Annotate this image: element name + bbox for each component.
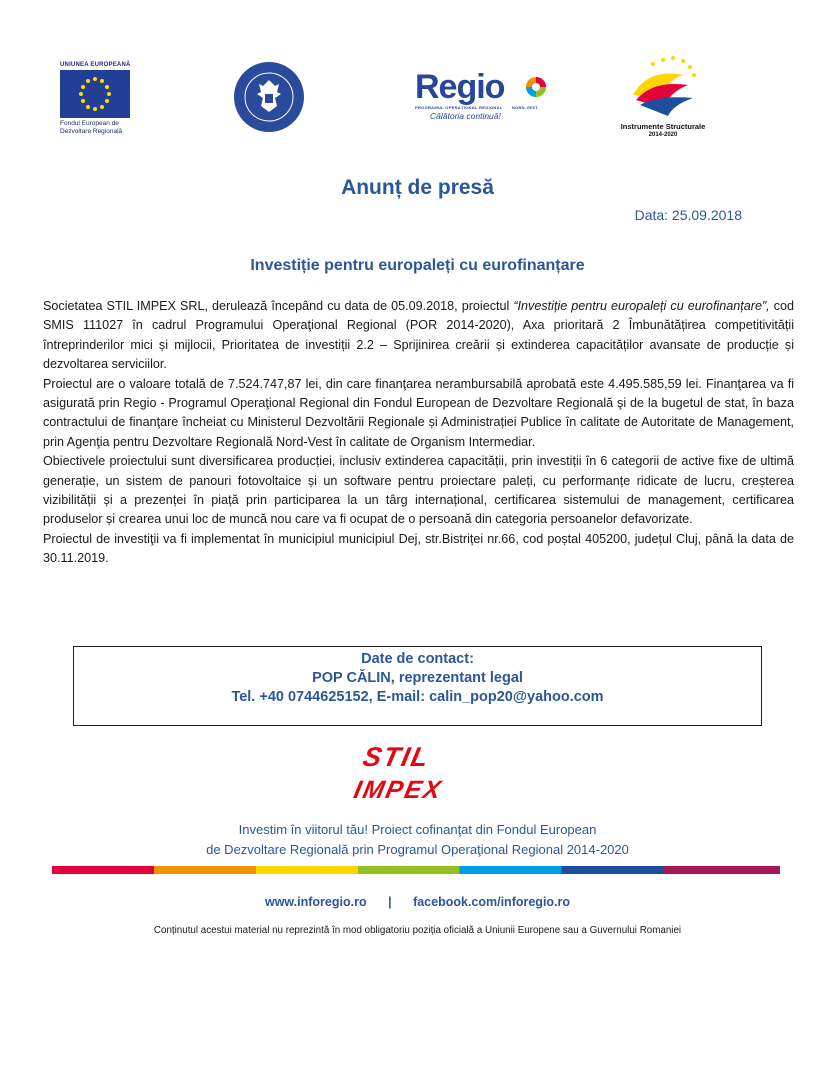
eu-logo-title: UNIUNEA EUROPEANĂ xyxy=(60,62,131,68)
color-stripe-divider xyxy=(52,866,780,874)
footer-slogan xyxy=(0,820,835,860)
eu-flag-icon xyxy=(60,70,130,118)
paragraph-intro-text-cont: cod SMIS 111027 în cadrul Programului Operaţional Regional (POR 2014-2020), Axa prioritară 2 Îmbunătățirea competitivității întreprinderilor mici și mijlocii, Prioritatea de investiții 2.2 – Sprijinirea creării și extinderea capacităților avansate de producție și dezvoltarea serviciilor. xyxy=(43,299,795,372)
footer-slogan-line2: de Dezvoltare Regională prin Programul Operaţional Regional 2014-2020 xyxy=(206,842,629,857)
logo-header xyxy=(0,50,835,150)
paragraph-value: Proiectul are o valoare totală de 7.524.747,87 lei, din care finanţarea nerambursabilă aprobată este 4.495.585,59 lei. Finanţarea va fi asigurată prin Regio - Programul Operaţional Regional din Fondul European de Dezvoltare Regională şi de la bugetul de stat, în baza contractului de finanţare încheiat cu Ministerul Dezvoltării Regionale și Administrației Publice în calitate de Autoritate de Management, prin Agenţia pentru Dezvoltare Regională Nord-Vest în calitate de Organism Intermediar. xyxy=(43,376,794,449)
paragraph-location: Proiectul de investiţii va fi implementat în municipiul municipiul Dej, str.Bistriței nr.66, cod poștal 405200, județul Cluj, până la data de 30.11.2019. xyxy=(43,531,794,566)
contact-person: POP CĂLIN, reprezentant legal xyxy=(312,670,523,686)
footer-slogan-line1: Investim în viitorul tău! Proiect cofinanţat din Fondul European xyxy=(238,822,597,837)
stil-impex-logo xyxy=(345,740,495,802)
press-release-body xyxy=(43,297,794,569)
paragraph-intro xyxy=(43,297,794,375)
project-title: Investiție pentru europaleți cu eurofinanțare xyxy=(250,257,585,274)
paragraph-intro-text: Societatea STIL IMPEX SRL, derulează începând cu data de 05.09.2018, proiectul xyxy=(43,299,514,313)
footer-links xyxy=(0,895,835,909)
document-date: Data: 25.09.2018 xyxy=(634,207,742,223)
regio-color-wheel-icon xyxy=(525,76,547,98)
stil-logo-line1: STIL xyxy=(360,741,434,772)
contact-heading: Date de contact: xyxy=(361,651,474,667)
eu-logo-line2: Dezvoltare Regională xyxy=(60,128,123,135)
regio-logo xyxy=(415,70,547,130)
regio-logo-region: NORD-VEST xyxy=(511,105,539,110)
structural-instruments-emblem-icon xyxy=(608,50,718,120)
government-logo xyxy=(232,60,306,134)
contact-box xyxy=(73,646,762,726)
regio-logo-tagline: Călătoria continuă! xyxy=(430,111,501,121)
footer-disclaimer: Conținutul acestui material nu reprezintă în mod obligatoriu poziția oficială a Uniunii Europene sau a Guvernului Romaniei xyxy=(153,925,682,936)
eu-logo-line1: Fondul European de xyxy=(60,120,119,127)
paragraph-objectives: Obiectivele proiectului sunt diversificarea producției, inclusiv extinderea capacității, prin investiții în 6 categorii de active fixe de ultimă generație, un sistem de panouri fotovoltaice și un software pentru proiectare paleți, cu performanțe ridicate de lucru, creșterea vizibilității și a prezenței în piață prin participarea la un târg internațional, certificarea sistemului de management, certificarea produselor și crearea unui loc de muncă nou care va fi ocupat de o persoană din categoria persoanelor defavorizate. xyxy=(43,454,794,527)
contact-phone-email: Tel. +40 0744625152, E-mail: calin_pop20@yahoo.com xyxy=(231,689,604,705)
page-title: Anunț de presă xyxy=(341,176,494,199)
impex-logo-line2: IMPEX xyxy=(351,776,446,802)
footer-link-separator: | xyxy=(388,895,392,909)
inforegio-facebook-link[interactable]: facebook.com/inforegio.ro xyxy=(413,895,571,909)
structural-instruments-logo xyxy=(608,50,718,150)
eu-logo xyxy=(60,62,140,136)
romanian-government-seal-icon xyxy=(232,60,306,134)
structural-logo-line1: Instrumente Structurale xyxy=(620,122,706,131)
project-name-italic: “Investiție pentru europaleți cu eurofinanțare”, xyxy=(513,299,770,313)
structural-logo-line2: 2014-2020 xyxy=(648,132,678,138)
regio-logo-program: PROGRAMUL OPERAŢIONAL REGIONAL xyxy=(415,105,503,110)
regio-logo-word: Regio xyxy=(415,68,505,106)
inforegio-website-link[interactable]: www.inforegio.ro xyxy=(264,895,367,909)
